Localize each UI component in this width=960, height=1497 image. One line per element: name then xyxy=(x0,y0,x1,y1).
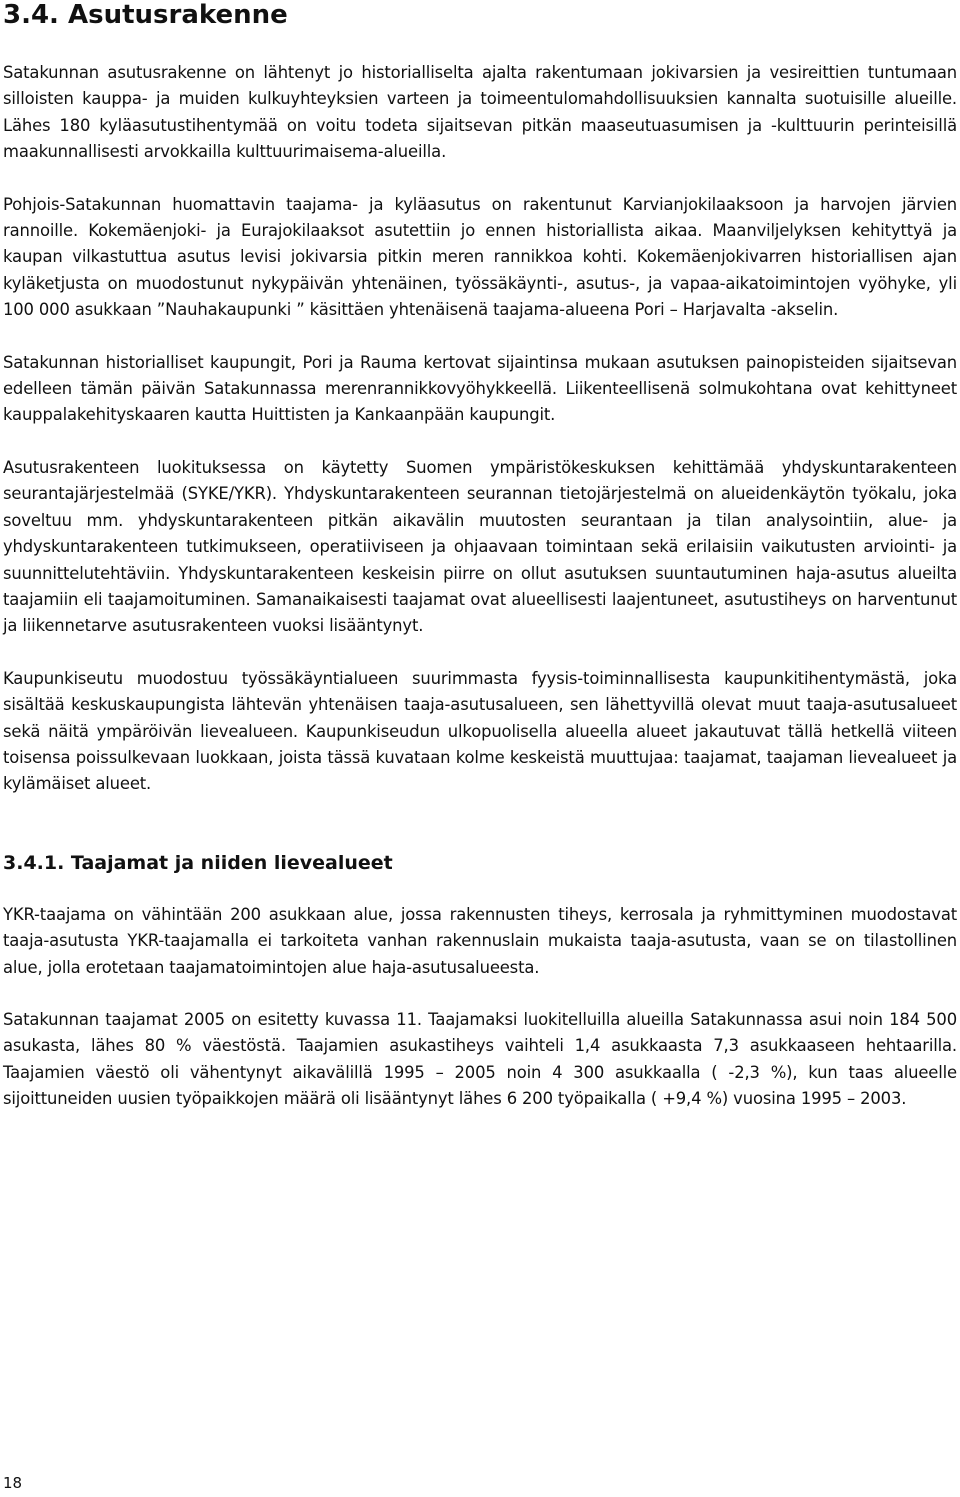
paragraph: Kaupunkiseutu muodostuu työssäkäyntialueen suurimmasta fyysis-toiminnallisesta kaupunkitihentymästä, joka sisältää keskuskaupungista lähtevän yhtenäisen taaja-asutusalueen, sen lähettyvillä olevat muut taaja-asutusalueet sekä näitä ympäröivän lievealueen. Kaupunkiseudun ulkopuolisella alueella alueet jakautuvat tällä hetkellä viiteen toisensa poissulkevaan luokkaan, joista tässä kuvataan kolme keskeistä muuttujaa: taajamat, taajaman lievealueet ja kylämäiset alueet. xyxy=(3,668,957,794)
subsection-heading-wrapper xyxy=(3,850,957,876)
page-number: 18 xyxy=(3,1474,23,1492)
section-heading: 3.4. Asutusrakenne xyxy=(3,0,288,30)
paragraph: YKR-taajama on vähintään 200 asukkaan alue, jossa rakennusten tiheys, kerrosala ja ryhmittyminen muodostavat taaja-asutusta YKR-taajamalla ei tarkoiteta vanhan rakennuslain mukaista taaja-asutusta, vaan se on tilastollinen alue, jolla erotetaan taajamatoimintojen alue haja-asutusalueesta. xyxy=(3,904,957,977)
paragraph: Pohjois-Satakunnan huomattavin taajama- ja kyläasutus on rakentunut Karvianjokilaaksoon ja harvojen järvien rannoille. Kokemäenjoki- ja Eurajokilaaksot asutettiin jo ennen historiallista aikaa. Maanviljelyksen kehityttyä ja kaupan vilkastuttua asutus levisi jokivarsia pitkin meren rannikkoa kohti. Kokemäenjokivarren historiallisen ajan kyläketjusta on muodostunut nykypäivän yhtenäinen, työssäkäynti-, asutus-, ja vapaa-aikatoimintojen vyöhyke, yli 100 000 asukkaan ”Nauhakaupunki ” käsittäen yhtenäisenä taajama-alueena Pori – Harjavalta -akselin. xyxy=(3,194,957,320)
paragraph: Satakunnan historialliset kaupungit, Pori ja Rauma kertovat sijaintinsa mukaan asutuksen painopisteiden sijaitsevan edelleen tämän päivän Satakunnassa merenrannikkovyöhykkeellä. Liikenteellisenä solmukohtana ovat kehittyneet kauppalakehityskaaren kautta Huittisten ja Kankaanpään kaupungit. xyxy=(3,352,957,425)
paragraph: Asutusrakenteen luokituksessa on käytetty Suomen ympäristökeskuksen kehittämää yhdyskuntarakenteen seurantajärjestelmää (SYKE/YKR). Yhdyskuntarakenteen seurannan tietojärjestelmä on alueidenkäytön työkalu, joka soveltuu mm. yhdyskuntarakenteen pitkän aikavälin muutosten seurantaan ja tilan analysointiin, alue- ja yhdyskuntarakenteen tutkimukseen, operatiiviseen ja ohjaavaan toimintaan sekä erilaisiin vaikutusten arviointi- ja suunnittelutehtäviin. Yhdyskuntarakenteen keskeisin piirre on ollut asutuksen suuntautuminen haja-asutus alueilta taajamiin eli taajamoituminen. Samanaikaisesti taajamat ovat alueellisesti laajentuneet, asutustiheys on harventunut ja liikennetarve asutusrakenteen vuoksi lisääntynyt. xyxy=(3,457,957,636)
document-page xyxy=(3,0,957,1113)
paragraph: Satakunnan asutusrakenne on lähtenyt jo historialliselta ajalta rakentumaan jokivarsien ja vesireittien tuntumaan silloisten kauppa- ja muiden kulkuyhteyksien varteen ja toimeentulomahdollisuuksien kannalta suotuisille alueille. Lähes 180 kyläasutustihentymää on voitu todeta sijaitsevan pitkän maaseutuasumisen ja -kulttuurin perinteisillä maakunnallisesti arvokkailla kulttuurimaisema-alueilla. xyxy=(3,63,957,162)
paragraph: Satakunnan taajamat 2005 on esitetty kuvassa 11. Taajamaksi luokitelluilla alueilla Satakunnassa asui noin 184 500 asukasta, lähes 80 % väestöstä. Taajamien asukastiheys vaihteli 1,4 asukkaasta 7,3 asukkaaseen hehtaarilla. Taajamien väestö oli vähentynyt aikavälillä 1995 – 2005 noin 4 300 asukkaalla ( -2,3 %), kun taas alueelle sijoittuneiden uusien työpaikkojen määrä oli lisääntynyt lähes 6 200 työpaikalla ( +9,4 %) vuosina 1995 – 2003. xyxy=(3,1009,957,1109)
subsection-heading: 3.4.1. Taajamat ja niiden lievealueet xyxy=(3,851,393,874)
